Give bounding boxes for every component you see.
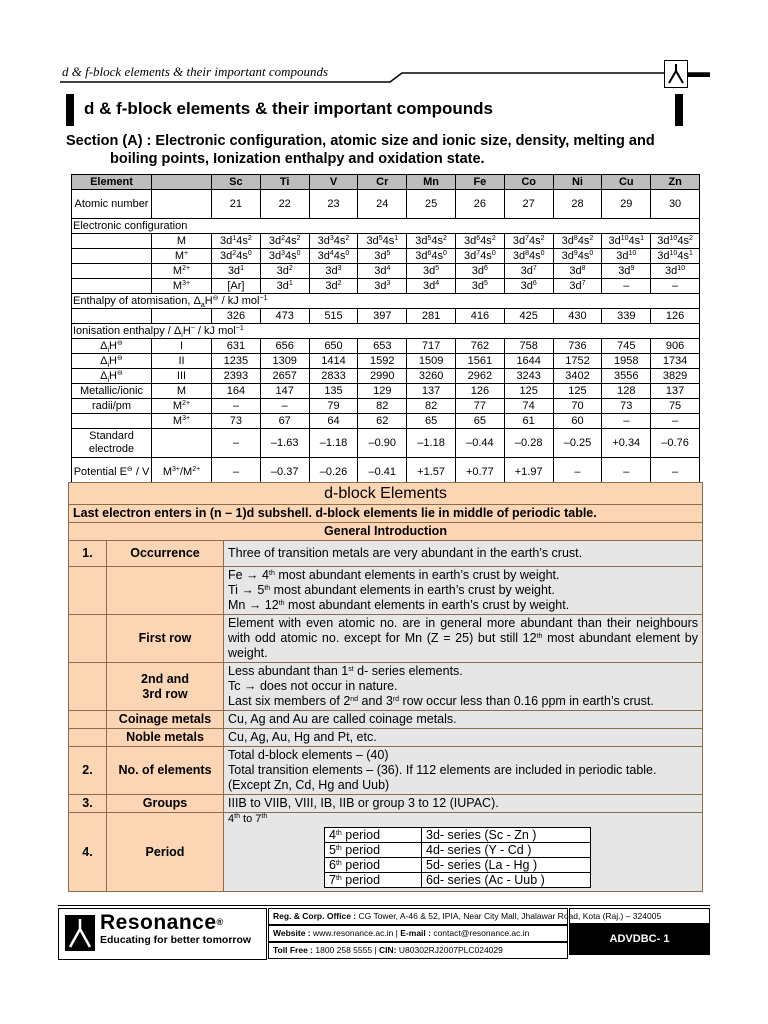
element-header-cell: Cr — [358, 175, 407, 190]
config-row-label: $M^{3+}$ — [152, 279, 212, 294]
general-intro-heading: General Introduction — [69, 523, 703, 541]
config-cell: $3d^9$ — [602, 264, 651, 279]
config-cell: $3d^34s^0$ — [260, 249, 309, 264]
ionisation-cell: 1644 — [504, 354, 553, 369]
title-bar-left — [66, 94, 74, 126]
ionisation-cell: 3829 — [651, 369, 700, 384]
period-name: 6th period — [325, 858, 422, 873]
atomisation-cell: 473 — [260, 309, 309, 324]
ionisation-cell: 1309 — [260, 354, 309, 369]
ionisation-cell: 650 — [309, 339, 358, 354]
atomic-number-cell: 25 — [407, 190, 456, 219]
radii-row — [72, 399, 700, 414]
config-cell: [Ar] — [212, 279, 261, 294]
ionisation-cell: 1592 — [358, 354, 407, 369]
running-header: d & f-block elements & their important compounds — [62, 64, 329, 79]
atomisation-cell: 416 — [455, 309, 504, 324]
config-cell: $3d^54s^1$ — [358, 234, 407, 249]
row23-label: 2nd and 3rd row — [107, 663, 224, 711]
abundance-list — [224, 567, 703, 615]
radii-cell: 137 — [651, 384, 700, 399]
standard-electrode-row — [72, 429, 700, 458]
occurrence-text: Three of transition metals are very abundant in the earth’s crust. — [224, 541, 703, 567]
standard-electrode-label: Standard electrode — [72, 429, 152, 458]
config-cell: $3d^4$ — [358, 264, 407, 279]
abundance-line: Fe → 4th most abundant elements in earth’s crust by weight. — [228, 568, 560, 582]
standard-electrode-cell: –0.90 — [358, 429, 407, 458]
first-row-label: First row — [107, 615, 224, 663]
config-row — [72, 279, 700, 294]
config-cell: $3d^4$ — [407, 279, 456, 294]
atomisation-cell: 281 — [407, 309, 456, 324]
atomisation-cell: 126 — [651, 309, 700, 324]
atomisation-cell: 326 — [212, 309, 261, 324]
period-series: 6d- series (Ac - Uub ) — [422, 873, 591, 888]
config-cell: $3d^44s^0$ — [309, 249, 358, 264]
radii-row-label: M — [152, 384, 212, 399]
period-number: 4. — [69, 813, 107, 892]
atomic-number-cell: 23 — [309, 190, 358, 219]
ionisation-row — [72, 339, 700, 354]
ionisation-cell: 717 — [407, 339, 456, 354]
atomic-number-row — [72, 190, 700, 219]
config-cell: $3d^{10}4s^1$ — [602, 234, 651, 249]
no-elements-line: Total transition elements – (36). If 112 elements are included in periodic table. — [228, 763, 657, 777]
footer-website: Website : www.resonance.ac.in | E-mail : contact@resonance.ac.in — [268, 925, 568, 942]
footer-tollfree: Toll Free : 1800 258 5555 | CIN: U80302RJ2007PLC024029 — [268, 942, 568, 959]
radii-label — [72, 414, 152, 429]
config-cell: $3d^6$ — [504, 279, 553, 294]
radii-cell: 125 — [504, 384, 553, 399]
section-line-2: boiling points, Ionization enthalpy and oxidation state. — [110, 151, 485, 167]
radii-cell: 137 — [407, 384, 456, 399]
radii-cell: – — [212, 399, 261, 414]
atomic-number-cell: 24 — [358, 190, 407, 219]
radii-cell: 74 — [504, 399, 553, 414]
potential-cell: +1.57 — [407, 458, 456, 487]
ionisation-cell: 1509 — [407, 354, 456, 369]
ionisation-row-label: I — [152, 339, 212, 354]
element-header: Element — [72, 175, 152, 190]
ionisation-row-label: II — [152, 354, 212, 369]
footer-rule — [58, 905, 710, 906]
dblock-intro: Last electron enters in (n – 1)d subshell. d-block elements lie in middle of periodic table. — [69, 505, 703, 523]
dblock-table — [68, 482, 703, 892]
ionisation-cell: 906 — [651, 339, 700, 354]
radii-cell: 164 — [212, 384, 261, 399]
element-header-cell: Cu — [602, 175, 651, 190]
ionisation-cell: 736 — [553, 339, 602, 354]
standard-electrode-cell: –1.18 — [309, 429, 358, 458]
radii-cell: 73 — [212, 414, 261, 429]
config-cell: $3d^3$ — [358, 279, 407, 294]
ionisation-cell: 1235 — [212, 354, 261, 369]
config-cell: $3d^74s^0$ — [455, 249, 504, 264]
potential-cell: –0.41 — [358, 458, 407, 487]
config-cell: $3d^5$ — [455, 279, 504, 294]
config-cell: $3d^7$ — [504, 264, 553, 279]
ionisation-cell: 1734 — [651, 354, 700, 369]
config-cell: $3d^8$ — [553, 264, 602, 279]
potential-couple: $M^{3+}/M^{2+}$ — [152, 458, 212, 487]
config-cell: $3d^1$ — [212, 264, 261, 279]
resonance-logo-icon — [65, 915, 95, 951]
atomisation-row — [72, 309, 700, 324]
element-header-cell: Zn — [651, 175, 700, 190]
config-cell: $3d^7$ — [553, 279, 602, 294]
config-row — [72, 264, 700, 279]
ionisation-cell: 2657 — [260, 369, 309, 384]
groups-label: Groups — [107, 795, 224, 813]
config-cell: $3d^24s^0$ — [212, 249, 261, 264]
standard-electrode-cell: –0.76 — [651, 429, 700, 458]
radii-cell: 65 — [407, 414, 456, 429]
atomic-number-cell: 27 — [504, 190, 553, 219]
config-row — [72, 249, 700, 264]
radii-cell: 135 — [309, 384, 358, 399]
properties-table — [71, 174, 700, 487]
ionisation-cell: 1414 — [309, 354, 358, 369]
radii-cell: 61 — [504, 414, 553, 429]
config-cell: $3d^64s^2$ — [455, 234, 504, 249]
period-row — [325, 828, 591, 843]
no-elements-text — [224, 747, 703, 795]
period-series: 4d- series (Y - Cd ) — [422, 843, 591, 858]
period-range: 4th to 7th — [228, 813, 268, 825]
dblock-heading: d-block Elements — [69, 483, 703, 505]
period-row — [325, 843, 591, 858]
ionisation-row-label: III — [152, 369, 212, 384]
ionisation-cell: 758 — [504, 339, 553, 354]
coinage-label: Coinage metals — [107, 711, 224, 729]
config-cell: $3d^5$ — [407, 264, 456, 279]
config-cell: $3d^24s^2$ — [260, 234, 309, 249]
row23-line: Tc → does not occur in nature. — [228, 679, 398, 693]
ionisation-symbol: $\Delta_iH^⊖$ — [72, 354, 152, 369]
groups-number: 3. — [69, 795, 107, 813]
radii-cell: 70 — [553, 399, 602, 414]
atomic-number-cell: 22 — [260, 190, 309, 219]
element-header-cell: V — [309, 175, 358, 190]
page-code: ADVDBC- 1 — [569, 924, 710, 955]
config-cell: $3d^2$ — [309, 279, 358, 294]
abundance-line: Mn → 12th most abundant elements in earth’s crust by weight. — [228, 598, 570, 612]
no-elements-line: (Except Zn, Cd, Hg and Uub) — [228, 778, 390, 792]
radii-cell: 128 — [602, 384, 651, 399]
brand-tagline: Educating for better tomorrow — [100, 934, 252, 946]
config-cell: $3d^3$ — [309, 264, 358, 279]
element-header-cell: Ti — [260, 175, 309, 190]
section-heading — [66, 132, 706, 168]
header-rule — [60, 70, 710, 92]
atomic-number-cell: 30 — [651, 190, 700, 219]
radii-cell: – — [260, 399, 309, 414]
noble-label: Noble metals — [107, 729, 224, 747]
atomisation-cell: 515 — [309, 309, 358, 324]
radii-row — [72, 384, 700, 399]
standard-electrode-cell: –0.25 — [553, 429, 602, 458]
ionisation-row — [72, 369, 700, 384]
radii-cell: 147 — [260, 384, 309, 399]
ionisation-cell: 745 — [602, 339, 651, 354]
header-logo-icon — [664, 60, 688, 88]
title-bar-right — [675, 94, 683, 126]
row23-line: Less abundant than 1st d- series elements. — [228, 664, 463, 678]
radii-cell: 65 — [455, 414, 504, 429]
potential-cell: – — [212, 458, 261, 487]
config-cell: $3d^14s^2$ — [212, 234, 261, 249]
config-cell: $3d^84s^0$ — [504, 249, 553, 264]
standard-electrode-cell: –0.44 — [455, 429, 504, 458]
period-row — [325, 873, 591, 888]
no-elements-number: 2. — [69, 747, 107, 795]
period-table — [324, 827, 591, 888]
period-name: 4th period — [325, 828, 422, 843]
ionisation-cell: 1958 — [602, 354, 651, 369]
atomic-number-cell: 29 — [602, 190, 651, 219]
ionisation-cell: 631 — [212, 339, 261, 354]
radii-cell: 73 — [602, 399, 651, 414]
radii-cell: – — [651, 414, 700, 429]
atomisation-label: Enthalpy of atomisation, $\Delta_aH^⊖$ / kJ mol$^{-1}$ — [72, 294, 700, 309]
radii-row-label: $M^{2+}$ — [152, 399, 212, 414]
radii-label: radii/pm — [72, 399, 152, 414]
ionisation-cell: 2962 — [455, 369, 504, 384]
radii-cell: 125 — [553, 384, 602, 399]
radii-cell: 64 — [309, 414, 358, 429]
ionisation-cell: 1752 — [553, 354, 602, 369]
ionisation-cell: 762 — [455, 339, 504, 354]
ionisation-cell: 2833 — [309, 369, 358, 384]
potential-cell: +1.97 — [504, 458, 553, 487]
section-line-1: Section (A) : Electronic configuration, atomic size and ionic size, density, melting and — [66, 133, 655, 149]
element-header-cell: Ni — [553, 175, 602, 190]
ionisation-cell: 2990 — [358, 369, 407, 384]
standard-electrode-cell: –1.63 — [260, 429, 309, 458]
period-series: 5d- series (La - Hg ) — [422, 858, 591, 873]
config-cell: – — [651, 279, 700, 294]
element-header-cell: Fe — [455, 175, 504, 190]
potential-label: Potential E⊖ / V — [72, 458, 152, 487]
potential-cell: – — [651, 458, 700, 487]
radii-cell: 82 — [358, 399, 407, 414]
ionisation-label: Ionisation enthalpy / $\Delta_iH^-$ / kJ mol$^{-1}$ — [72, 324, 700, 339]
element-header-cell: Sc — [212, 175, 261, 190]
ionisation-cell: 1561 — [455, 354, 504, 369]
config-cell: $3d^54s^2$ — [407, 234, 456, 249]
atomisation-cell: 425 — [504, 309, 553, 324]
radii-cell: 82 — [407, 399, 456, 414]
config-cell: $3d^{10}$ — [602, 249, 651, 264]
config-cell: $3d^64s^0$ — [407, 249, 456, 264]
ionisation-row — [72, 354, 700, 369]
config-cell: $3d^5$ — [358, 249, 407, 264]
occurrence-label: Occurrence — [107, 541, 224, 567]
element-header-cell: Mn — [407, 175, 456, 190]
radii-cell: 129 — [358, 384, 407, 399]
standard-electrode-cell: –1.18 — [407, 429, 456, 458]
period-cell — [224, 813, 703, 892]
ionisation-cell: 653 — [358, 339, 407, 354]
config-cell: – — [602, 279, 651, 294]
no-elements-line: Total d-block elements – (40) — [228, 748, 389, 762]
atomisation-heading-row — [72, 294, 700, 309]
first-row-text: Element with even atomic no. are in general more abundant than their neighbours with odd atomic no. except for Mn (Z = 25) but still 12th most abundant element by weight. — [224, 615, 703, 663]
radii-label: Metallic/ionic — [72, 384, 152, 399]
electronic-config-heading-row — [72, 219, 700, 234]
ionisation-symbol: $\Delta_iH^⊖$ — [72, 369, 152, 384]
config-cell: $3d^34s^2$ — [309, 234, 358, 249]
config-cell: $3d^{10}4s^1$ — [651, 249, 700, 264]
period-row — [325, 858, 591, 873]
period-label: Period — [107, 813, 224, 892]
ionisation-cell: 3556 — [602, 369, 651, 384]
footer-office: Reg. & Corp. Office : CG Tower, A-46 & 52, IPIA, Near City Mall, Jhalawar Road, Kota (Raj.) – 324005 — [268, 908, 568, 925]
atomic-number-cell: 26 — [455, 190, 504, 219]
potential-cell: – — [602, 458, 651, 487]
page-title: d & f-block elements & their important compounds — [84, 99, 493, 118]
ionisation-cell: 3402 — [553, 369, 602, 384]
noble-text: Cu, Ag, Au, Hg and Pt, etc. — [224, 729, 703, 747]
config-cell: $3d^74s^2$ — [504, 234, 553, 249]
atomisation-cell: 397 — [358, 309, 407, 324]
radii-cell: 62 — [358, 414, 407, 429]
config-row-label: M+ — [152, 249, 212, 264]
radii-cell: 126 — [455, 384, 504, 399]
potential-cell: – — [553, 458, 602, 487]
groups-text: IIIB to VIIB, VIII, IB, IIB or group 3 to 12 (IUPAC). — [224, 795, 703, 813]
coinage-text: Cu, Ag and Au are called coinage metals. — [224, 711, 703, 729]
radii-cell: – — [602, 414, 651, 429]
radii-row-label: $M^{3+}$ — [152, 414, 212, 429]
config-row-label: $M^{2+}$ — [152, 264, 212, 279]
atomic-number-cell: 21 — [212, 190, 261, 219]
standard-electrode-cell: +0.34 — [602, 429, 651, 458]
ionisation-symbol: $\Delta_iH^⊖$ — [72, 339, 152, 354]
element-header-cell: Co — [504, 175, 553, 190]
radii-cell: 67 — [260, 414, 309, 429]
config-cell: $3d^{10}$ — [651, 264, 700, 279]
no-elements-label: No. of elements — [107, 747, 224, 795]
ionisation-cell: 3260 — [407, 369, 456, 384]
atomic-number-cell: 28 — [553, 190, 602, 219]
row23-text — [224, 663, 703, 711]
ionisation-heading-row — [72, 324, 700, 339]
config-row-label: M — [152, 234, 212, 249]
radii-cell: 79 — [309, 399, 358, 414]
radii-cell: 75 — [651, 399, 700, 414]
period-series: 3d- series (Sc - Zn ) — [422, 828, 591, 843]
config-cell: $3d^2$ — [260, 264, 309, 279]
brand-name: Resonance® — [100, 911, 224, 934]
config-cell: $3d^1$ — [260, 279, 309, 294]
period-name: 5th period — [325, 843, 422, 858]
atomisation-cell: 430 — [553, 309, 602, 324]
potential-cell: +0.77 — [455, 458, 504, 487]
row23-line: Last six members of 2nd and 3rd row occur less than 0.16 ppm in earth’s crust. — [228, 694, 654, 708]
ionisation-cell: 3243 — [504, 369, 553, 384]
config-cell: $3d^84s^2$ — [553, 234, 602, 249]
config-row — [72, 234, 700, 249]
atomisation-cell: 339 — [602, 309, 651, 324]
config-cell: $3d^{10}4s^2$ — [651, 234, 700, 249]
period-name: 7th period — [325, 873, 422, 888]
radii-cell: 77 — [455, 399, 504, 414]
standard-electrode-cell: – — [212, 429, 261, 458]
atomic-number-label: Atomic number — [72, 190, 152, 219]
config-cell: $3d^94s^0$ — [553, 249, 602, 264]
radii-row — [72, 414, 700, 429]
ionisation-cell: 2393 — [212, 369, 261, 384]
radii-cell: 60 — [553, 414, 602, 429]
electronic-config-label: Electronic configuration — [72, 219, 700, 234]
potential-cell: –0.26 — [309, 458, 358, 487]
occurrence-number: 1. — [69, 541, 107, 567]
abundance-line: Ti → 5th most abundant elements in earth’s crust by weight. — [228, 583, 555, 597]
standard-electrode-cell: –0.28 — [504, 429, 553, 458]
config-cell: $3d^6$ — [455, 264, 504, 279]
ionisation-cell: 656 — [260, 339, 309, 354]
potential-cell: –0.37 — [260, 458, 309, 487]
element-header-row — [72, 175, 700, 190]
